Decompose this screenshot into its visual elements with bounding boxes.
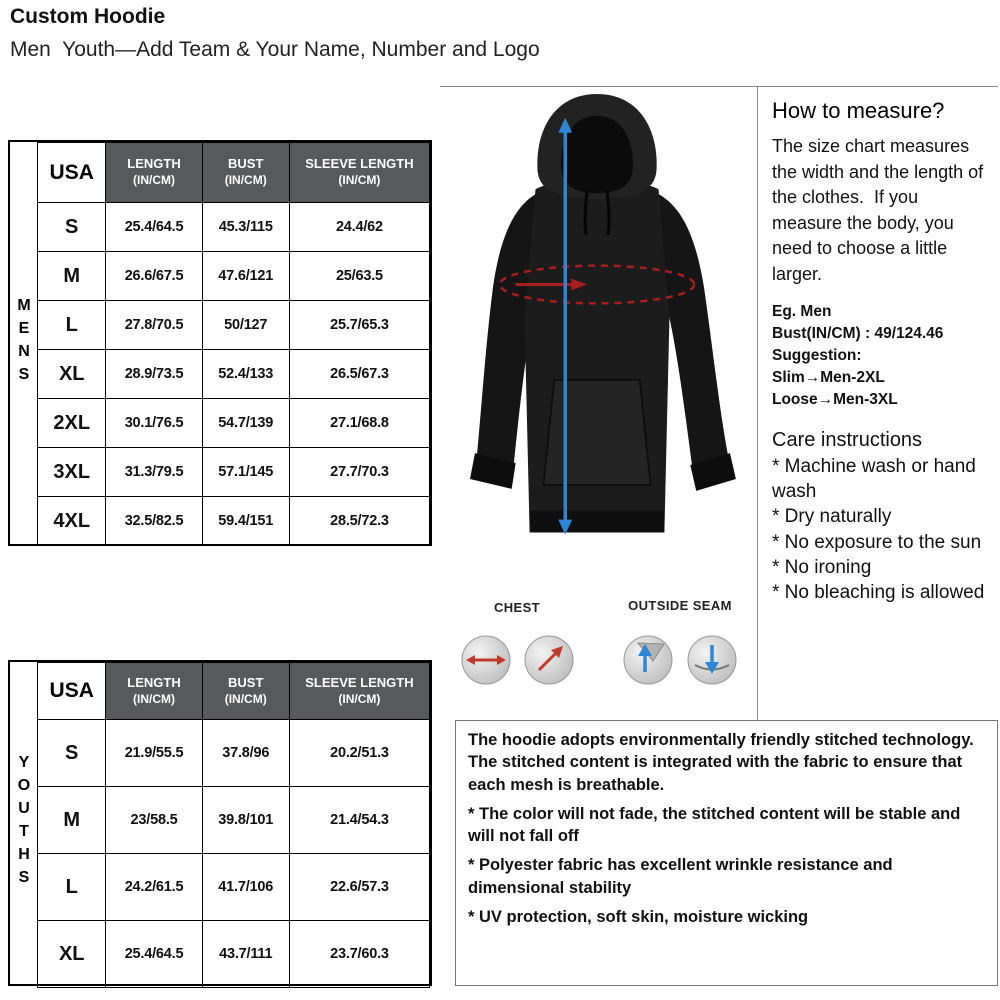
youths-size-table bbox=[8, 660, 432, 986]
mens-side-label: MENS bbox=[15, 297, 33, 389]
measurement-value: 21.4/54.3 bbox=[289, 787, 429, 854]
measurement-value: 31.3/79.5 bbox=[106, 448, 202, 497]
measurement-value: 57.1/145 bbox=[202, 448, 289, 497]
measurement-value: 27.1/68.8 bbox=[289, 399, 429, 448]
example-line: Bust(IN/CM) : 49/124.46 bbox=[772, 325, 944, 343]
size-label: 2XL bbox=[38, 399, 106, 448]
measurement-value: 30.1/76.5 bbox=[106, 399, 202, 448]
measurement-value: 23.7/60.3 bbox=[289, 921, 429, 988]
length-header-unit: (IN/CM) bbox=[133, 691, 176, 706]
size-row bbox=[38, 252, 430, 301]
youths-side-strip bbox=[10, 662, 37, 984]
sleeve-header-unit: (IN/CM) bbox=[338, 173, 381, 188]
product-features-box bbox=[455, 720, 998, 986]
sleeve-header-label: SLEEVE LENGTH bbox=[305, 156, 414, 172]
feature-line: * UV protection, soft skin, moisture wicking bbox=[468, 907, 809, 926]
example-line: Loose→Men-3XL bbox=[772, 391, 898, 409]
youths-side-label: YOUTHS bbox=[15, 754, 33, 892]
size-row bbox=[38, 301, 430, 350]
measurement-value: 59.4/151 bbox=[202, 497, 289, 546]
size-label: M bbox=[38, 787, 106, 854]
mens-side-strip bbox=[10, 142, 37, 544]
size-label: 3XL bbox=[38, 448, 106, 497]
size-label: XL bbox=[38, 350, 106, 399]
size-row bbox=[38, 787, 430, 854]
measurement-value: 28.9/73.5 bbox=[106, 350, 202, 399]
measurement-value: 25.4/64.5 bbox=[106, 921, 202, 988]
care-instructions-title: Care instructions bbox=[772, 429, 923, 452]
how-to-measure-body: The size chart measures the width and the length of the clothes. If you measure the body, you need to choose a little larger. bbox=[772, 136, 989, 284]
feature-line: The hoodie adopts environmentally friendly stitched technology. The stitched content is integrated with the fabric to ensure that each mesh is breathable. bbox=[468, 731, 974, 794]
measurement-value: 25.7/65.3 bbox=[289, 301, 429, 350]
sleeve-column-header bbox=[289, 143, 429, 203]
length-header-label: LENGTH bbox=[127, 156, 181, 172]
mens-header-row bbox=[38, 143, 430, 203]
measurement-value: 47.6/121 bbox=[202, 252, 289, 301]
length-column-header bbox=[106, 143, 202, 203]
bust-header-unit: (IN/CM) bbox=[224, 173, 267, 188]
size-label: L bbox=[38, 854, 106, 921]
measurement-value: 24.2/61.5 bbox=[106, 854, 202, 921]
measurement-value: 21.9/55.5 bbox=[106, 720, 202, 787]
length-header-unit: (IN/CM) bbox=[133, 173, 176, 188]
measurement-value: 27.8/70.5 bbox=[106, 301, 202, 350]
page-subtitle: Men Youth—Add Team & Your Name, Number and Logo bbox=[10, 38, 540, 61]
seam-down-arrow-circle-icon bbox=[686, 634, 738, 686]
length-column-header bbox=[106, 663, 202, 720]
measurement-value: 41.7/106 bbox=[202, 854, 289, 921]
example-line: Suggestion: bbox=[772, 347, 862, 365]
bust-column-header bbox=[202, 143, 289, 203]
measurement-value: 25/63.5 bbox=[289, 252, 429, 301]
size-row bbox=[38, 497, 430, 546]
seam-fold-up-arrow-circle-icon bbox=[622, 634, 674, 686]
how-to-measure-title: How to measure? bbox=[772, 98, 945, 123]
size-row bbox=[38, 203, 430, 252]
measurement-value: 27.7/70.3 bbox=[289, 448, 429, 497]
hoodie-pocket bbox=[543, 380, 650, 485]
measurement-value: 23/58.5 bbox=[106, 787, 202, 854]
sizing-example-block bbox=[772, 301, 992, 411]
size-label: 4XL bbox=[38, 497, 106, 546]
measurement-value: 54.7/139 bbox=[202, 399, 289, 448]
feature-line: * The color will not fade, the stitched content will be stable and will not fall off bbox=[468, 804, 961, 846]
bust-header-label: BUST bbox=[228, 156, 264, 172]
measurement-value: 52.4/133 bbox=[202, 350, 289, 399]
sleeve-header-unit: (IN/CM) bbox=[338, 691, 381, 706]
chest-label: CHEST bbox=[493, 600, 541, 615]
size-label: S bbox=[38, 720, 106, 787]
measurement-value: 24.4/62 bbox=[289, 203, 429, 252]
feature-line: * Polyester fabric has excellent wrinkle resistance and dimensional stability bbox=[468, 856, 893, 897]
bust-column-header bbox=[202, 663, 289, 720]
size-row bbox=[38, 399, 430, 448]
hoodie-hem bbox=[530, 511, 665, 533]
measurement-value: 50/127 bbox=[202, 301, 289, 350]
size-row bbox=[38, 720, 430, 787]
size-row bbox=[38, 854, 430, 921]
size-row bbox=[38, 350, 430, 399]
measurement-value: 32.5/82.5 bbox=[106, 497, 202, 546]
measurement-value: 26.5/67.3 bbox=[289, 350, 429, 399]
youths-table bbox=[37, 662, 430, 988]
usa-corner-cell: USA bbox=[38, 143, 106, 203]
measurement-value: 25.4/64.5 bbox=[106, 203, 202, 252]
bust-header-label: BUST bbox=[228, 674, 264, 690]
example-line: Eg. Men bbox=[772, 303, 832, 321]
size-label: L bbox=[38, 301, 106, 350]
example-line: Slim→Men-2XL bbox=[772, 369, 885, 387]
bust-header-unit: (IN/CM) bbox=[224, 691, 267, 706]
how-to-measure-panel bbox=[757, 86, 998, 720]
measurement-value: 20.2/51.3 bbox=[289, 720, 429, 787]
care-instruction-item: * Dry naturally bbox=[772, 506, 892, 528]
outside-seam-label: OUTSIDE SEAM bbox=[628, 598, 732, 613]
measurement-value: 45.3/115 bbox=[202, 203, 289, 252]
size-label: S bbox=[38, 203, 106, 252]
measurement-value: 26.6/67.5 bbox=[106, 252, 202, 301]
sleeve-column-header bbox=[289, 663, 429, 720]
measurement-value: 22.6/57.3 bbox=[289, 854, 429, 921]
care-instruction-item: * No exposure to the sun bbox=[772, 531, 982, 553]
usa-corner-cell: USA bbox=[38, 663, 106, 720]
mens-table bbox=[37, 142, 430, 546]
mens-size-table bbox=[8, 140, 432, 546]
measurement-value: 37.8/96 bbox=[202, 720, 289, 787]
care-instruction-item: * Machine wash or hand wash bbox=[772, 456, 976, 503]
chest-width-arrow-circle-icon bbox=[460, 634, 512, 686]
hoodie-product-image bbox=[438, 90, 756, 598]
care-instruction-item: * No bleaching is allowed bbox=[772, 581, 985, 603]
youths-header-row bbox=[38, 663, 430, 720]
measurement-value: 28.5/72.3 bbox=[289, 497, 429, 546]
chest-diagonal-arrow-circle-icon bbox=[523, 634, 575, 686]
care-instruction-item: * No ironing bbox=[772, 556, 872, 578]
size-row bbox=[38, 921, 430, 988]
measurement-value: 43.7/111 bbox=[202, 921, 289, 988]
size-row bbox=[38, 448, 430, 497]
page-title: Custom Hoodie bbox=[10, 5, 166, 28]
length-header-label: LENGTH bbox=[127, 674, 181, 690]
sleeve-header-label: SLEEVE LENGTH bbox=[305, 674, 414, 690]
measurement-value: 39.8/101 bbox=[202, 787, 289, 854]
size-label: XL bbox=[38, 921, 106, 988]
size-label: M bbox=[38, 252, 106, 301]
